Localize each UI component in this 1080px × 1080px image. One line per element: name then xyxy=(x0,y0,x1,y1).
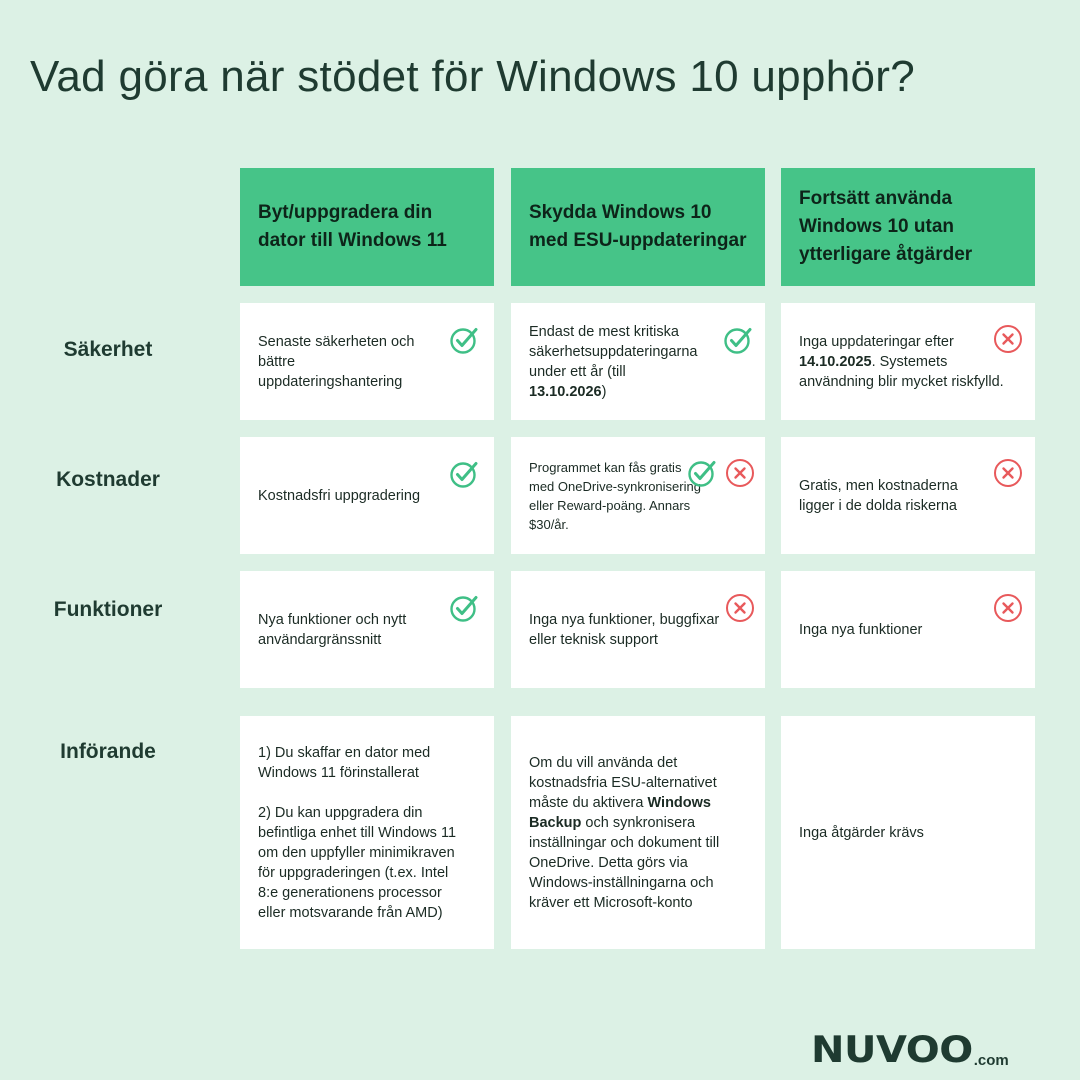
cell-funktioner-esu xyxy=(511,571,765,688)
check-icon xyxy=(449,325,479,355)
cell-text: Inga åtgärder krävs xyxy=(799,824,924,841)
cell-sakerhet-continue xyxy=(781,303,1035,420)
cell-text-bold: Windows Backup xyxy=(529,794,711,831)
cell-text-part: ) xyxy=(601,383,607,400)
cell-text-part: Om du vill använda det kostnadsfria ESU-alternativet måste du aktivera xyxy=(529,754,717,811)
page-title: Vad göra när stödet för Windows 10 upphör? xyxy=(30,52,915,101)
cross-icon xyxy=(993,324,1023,354)
cell-text xyxy=(529,753,747,913)
cell-text-bold: 13.10.2026 xyxy=(529,383,602,400)
cell-funktioner-continue xyxy=(781,571,1035,688)
cell-inforande-continue xyxy=(781,716,1035,949)
cell-text xyxy=(529,322,747,402)
cell-text: Gratis, men kostnaderna ligger i de dolda riskerna xyxy=(799,477,958,514)
cell-text: Senaste säkerheten och bättre uppdateringshantering xyxy=(258,333,415,390)
cell-kostnader-continue xyxy=(781,437,1035,554)
cell-kostnader-esu xyxy=(511,437,765,554)
row-label-inforande: Införande xyxy=(60,740,156,763)
cell-kostnader-upgrade xyxy=(240,437,494,554)
cell-text-part: Endast de mest kritiska säkerhetsuppdateringarna under ett år (till xyxy=(529,323,698,380)
logo-wordmark: NUVOO xyxy=(811,1028,973,1072)
check-icon xyxy=(687,458,717,488)
cell-text-bold: 14.10.2025 xyxy=(799,353,872,370)
cross-icon xyxy=(993,458,1023,488)
column-header-esu xyxy=(511,168,765,286)
cell-text: Programmet kan fås gratis med OneDrive-synkronisering eller Reward-poäng. Annars $30/år. xyxy=(529,459,701,532)
cell-text: Nya funktioner och nytt användargränssnitt xyxy=(258,611,407,648)
column-header-label: Fortsätt använda Windows 10 utan ytterligare åtgärder xyxy=(799,188,973,265)
row-label-funktioner: Funktioner xyxy=(53,598,163,621)
column-header-label: Skydda Windows 10 med ESU-uppdateringar xyxy=(529,202,747,251)
cell-inforande-upgrade xyxy=(240,716,494,949)
row-label-kostnader: Kostnader xyxy=(56,468,160,491)
cell-sakerhet-esu xyxy=(511,303,765,420)
cell-text-part: . Systemets användning blir mycket riskfylld. xyxy=(799,353,1004,390)
cell-text: Inga nya funktioner, buggfixar eller teknisk support xyxy=(529,611,720,648)
cell-text: Kostnadsfri uppgradering xyxy=(258,487,421,504)
cell-text-part: och synkronisera inställningar och dokument till OneDrive. Detta görs via Windows-inställningarna och kräver ett Microsoft-konto xyxy=(529,814,720,911)
nuvoo-logo xyxy=(811,1020,1009,1070)
cell-inforande-esu xyxy=(511,716,765,949)
check-icon xyxy=(723,325,753,355)
cross-icon xyxy=(725,593,755,623)
check-icon xyxy=(449,459,479,489)
cell-sakerhet-upgrade xyxy=(240,303,494,420)
cell-text: Inga nya funktioner xyxy=(799,621,923,638)
cell-funktioner-upgrade xyxy=(240,571,494,688)
cell-text-part: Inga uppdateringar efter xyxy=(799,333,954,350)
cell-text xyxy=(799,332,1017,392)
cross-icon xyxy=(725,458,755,488)
row-label-sakerhet: Säkerhet xyxy=(63,338,153,361)
cell-text: 1) Du skaffar en dator med Windows 11 förinstallerat 2) Du kan uppgradera din befintliga enhet till Windows 11 om den uppfyller minimikraven för uppgraderingen (t.ex. Intel 8:e generationens processor eller motsvarande från AMD) xyxy=(258,744,457,921)
column-header-continue xyxy=(781,168,1035,286)
cross-icon xyxy=(993,593,1023,623)
column-header-upgrade xyxy=(240,168,494,286)
column-header-label: Byt/uppgradera din dator till Windows 11 xyxy=(258,202,447,251)
logo-suffix: .com xyxy=(973,1052,1009,1069)
check-icon xyxy=(449,593,479,623)
